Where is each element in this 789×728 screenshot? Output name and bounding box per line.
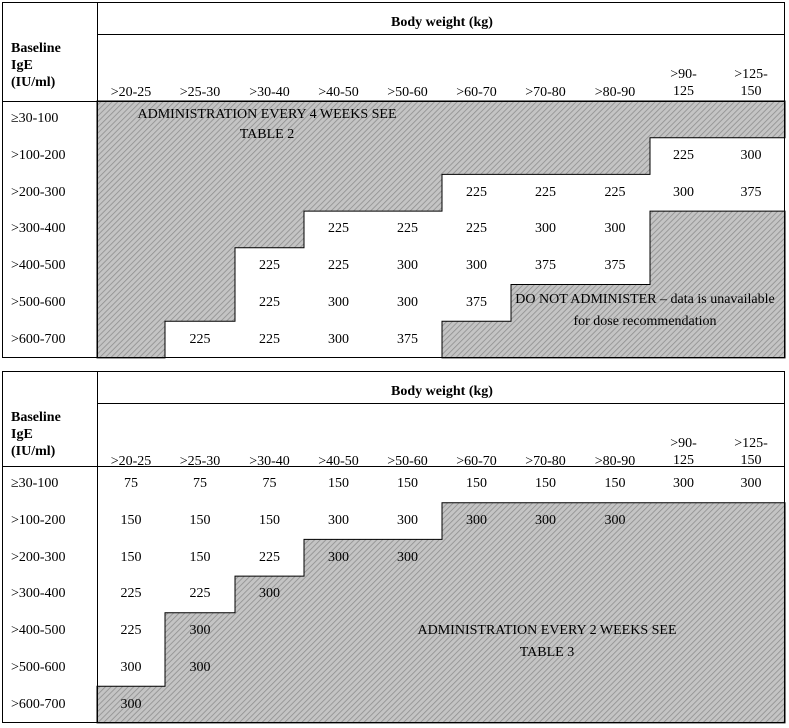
note-do-not-administer: DO NOT ADMINISTER – data is unavailable for dose recommendation [515,292,775,329]
dose-cell: 300 [604,221,626,237]
column-header: >80-90 [594,454,636,469]
row-label: >300-400 [11,221,66,237]
dose-cell: 75 [262,476,277,492]
row-label: ≥30-100 [11,476,59,492]
row-label: >400-500 [11,258,66,274]
dose-cell: 150 [120,513,142,529]
dose-cell: 75 [193,476,207,492]
dose-cell: 225 [189,586,211,602]
column-header: >25-30 [179,85,221,100]
dose-cell: 300 [740,148,762,164]
dose-cell: 150 [120,549,142,565]
column-header: >20-25 [110,454,152,469]
dose-cell: 300 [397,549,418,565]
column-header: >25-30 [179,454,221,469]
dose-cell: 300 [673,476,694,492]
column-header: >60-70 [456,85,497,100]
baseline-ige-header: Baseline IgE (IU/ml) [11,410,61,459]
dose-cell: 225 [259,331,280,347]
dose-cell: 300 [466,513,487,529]
dose-cell: 225 [120,586,142,602]
note-every-2-weeks: ADMINISTRATION EVERY 2 WEEKS SEE TABLE 3 [417,623,677,660]
dose-cell: 225 [466,221,487,237]
dose-cell: 150 [328,476,349,492]
dose-cell: 300 [189,623,211,639]
dose-cell: 150 [259,513,280,529]
dose-cell: 150 [189,513,211,529]
column-header: >30-40 [249,454,290,469]
dose-cell: 225 [466,184,487,200]
body-weight-header: Body weight (kg) [391,384,493,399]
column-header: >70-80 [525,85,566,100]
dose-cell: 225 [604,184,626,200]
column-header: >20-25 [110,85,152,100]
dose-cell: 300 [189,659,211,675]
dose-cell: 300 [328,549,349,565]
row-label: >300-400 [11,586,66,602]
dose-cell: 375 [466,294,487,310]
baseline-ige-header: Baseline IgE (IU/ml) [11,41,61,90]
dose-cell: 300 [604,513,626,529]
body-weight-header: Body weight (kg) [391,15,493,30]
column-header: >50-60 [387,85,428,100]
row-label: >500-600 [11,659,66,675]
row-label: ≥30-100 [11,111,59,127]
dose-cell: 300 [328,513,349,529]
column-header: >60-70 [456,454,497,469]
dose-cell: 225 [189,331,211,347]
dose-cell: 150 [397,476,418,492]
dose-cell: 225 [328,221,349,237]
row-label: >400-500 [11,623,66,639]
dose-cell: 225 [259,258,280,274]
dose-cell: 300 [466,258,487,274]
dose-cell: 300 [673,184,694,200]
dose-cell: 225 [259,549,280,565]
note-every-4-weeks: ADMINISTRATION EVERY 4 WEEKS SEE TABLE 2 [137,107,397,142]
row-label: >100-200 [11,513,66,529]
dose-cell: 375 [604,258,626,274]
dose-cell: 375 [740,184,762,200]
row-label: >100-200 [11,148,66,164]
table-grid-2-weeks [2,371,785,723]
dose-cell: 375 [397,331,418,347]
dose-cell: 300 [740,476,762,492]
dose-cell: 150 [466,476,487,492]
column-header: >30-40 [249,85,290,100]
dose-cell: 300 [120,659,142,675]
column-header: >50-60 [387,454,428,469]
dose-cell: 300 [120,696,142,712]
dose-cell: 375 [535,258,556,274]
dose-cell: 225 [120,623,142,639]
column-header: >80-90 [594,85,636,100]
dose-cell: 300 [535,513,556,529]
dosing-table-2-weeks [2,371,785,723]
dose-cell: 225 [673,148,694,164]
column-header: >70-80 [525,454,566,469]
shaded-region-1 [97,503,785,723]
row-label: >500-600 [11,294,66,310]
row-label: >600-700 [11,331,66,347]
row-label: >200-300 [11,184,66,200]
column-header: >40-50 [318,454,359,469]
dose-cell: 150 [189,549,211,565]
dose-cell: 300 [397,513,418,529]
row-label: >600-700 [11,696,66,712]
dose-cell: 150 [604,476,626,492]
column-header: >90- 125 [670,436,697,468]
column-header: >125- 150 [734,67,768,99]
dose-cell: 225 [259,294,280,310]
dose-cell: 300 [397,294,418,310]
dose-cell: 150 [535,476,556,492]
dose-cell: 300 [535,221,556,237]
dose-cell: 300 [328,294,349,310]
dose-cell: 75 [124,476,138,492]
dose-cell: 300 [259,586,280,602]
dose-cell: 225 [535,184,556,200]
dose-cell: 300 [397,258,418,274]
column-header: >90- 125 [670,67,697,99]
dosing-table-4-weeks [2,2,785,358]
dose-cell: 225 [328,258,349,274]
dose-cell: 300 [328,331,349,347]
column-header: >40-50 [318,85,359,100]
column-header: >125- 150 [734,436,768,468]
row-label: >200-300 [11,549,66,565]
dose-cell: 225 [397,221,418,237]
